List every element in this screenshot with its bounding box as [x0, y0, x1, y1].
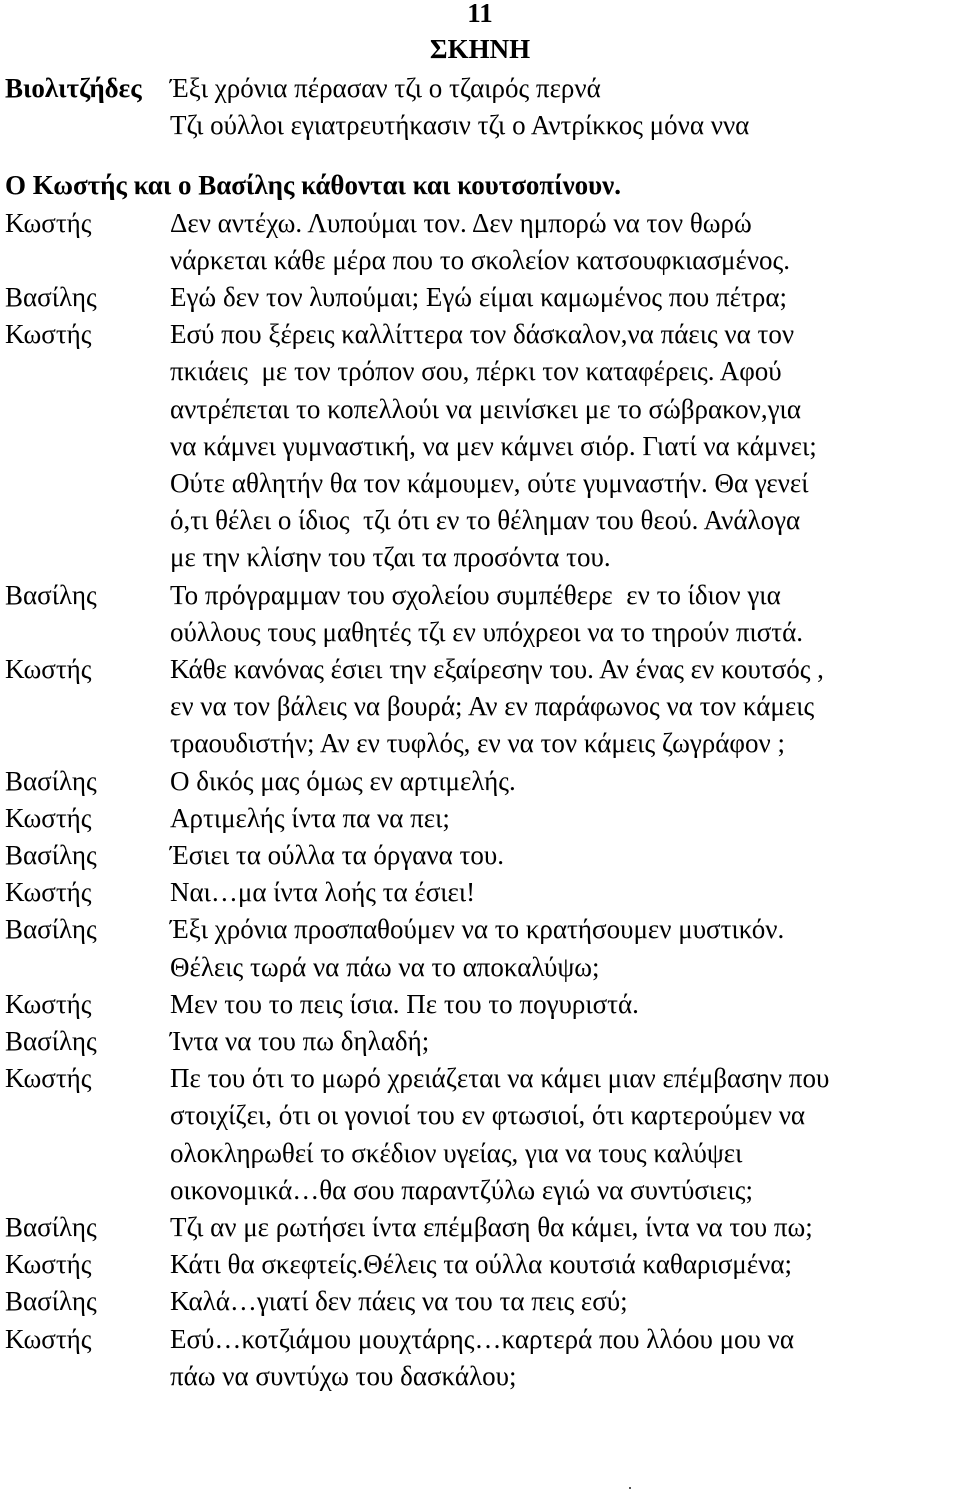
- dialogue-block: [0, 577, 960, 651]
- dialogue-block: [0, 1321, 960, 1395]
- dialogue-line: Έξι χρόνια προσπαθούμεν να το κρατήσουμεν μυστικόν.: [170, 914, 785, 945]
- dialogue-block: [0, 70, 960, 144]
- speaker-name: Κωστής: [5, 1249, 92, 1280]
- dialogue-line: Εσύ…κοτζιάμου μουχτάρης…καρτερά που λλόου μου να: [170, 1323, 795, 1354]
- speaker-name: Κωστής: [5, 1323, 92, 1354]
- dialogue-block: [0, 1023, 960, 1060]
- dialogue-block: [0, 874, 960, 911]
- dialogue-line: Αρτιμελής ίντα πα να πει;: [170, 802, 450, 833]
- dialogue-line: να κάμνει γυμναστική, να μεν κάμνει σιόρ. Γιατί να κάμνει;: [170, 430, 817, 461]
- dialogue-line: Τζι αν με ρωτήσει ίντα επέμβαση θα κάμει, ίντα να του πω;: [170, 1212, 813, 1242]
- dialogue-line: Θέλεις τωρά να πάω να το αποκαλύψω;: [170, 951, 600, 982]
- dialogue-block: [0, 837, 960, 874]
- speaker-name: Κωστής: [5, 1063, 92, 1094]
- speaker-name: Βασίλης: [5, 579, 97, 610]
- dialogue-block: [0, 800, 960, 837]
- dialogue-line: ούλλους τους μαθητές τζι εν υπόχρεοι να το τηρούν πιστά.: [170, 616, 804, 647]
- dialogue-block: [0, 1283, 960, 1320]
- dialogue-block: [0, 205, 960, 279]
- dialogue-line: πάω να συντύχω του δασκάλου;: [170, 1360, 517, 1391]
- speaker-name: Βασίλης: [5, 282, 97, 312]
- speaker-name: Κωστής: [5, 207, 92, 238]
- speck-mark: [629, 1487, 631, 1489]
- dialogue-line: ολοκληρωθεί το σκέδιον υγείας, για να τους καλύψει: [170, 1137, 743, 1168]
- speaker-name: Κωστής: [5, 802, 92, 833]
- dialogue-line: εν να τον βάλεις να βουρά; Αν εν παράφωνος να τον κάμεις: [170, 691, 815, 722]
- dialogue-block: [0, 911, 960, 985]
- speaker-name: Βασίλης: [5, 1286, 97, 1317]
- speaker-name: Κωστής: [5, 654, 92, 684]
- dialogue-line: Κάθε κανόνας έσιει την εξαίρεσην του. Αν ένας εν κουτσός ,: [170, 654, 824, 684]
- page-number: 11: [467, 0, 493, 28]
- dialogue-line: Ναι…μα ίντα λοής τα έσιει!: [170, 877, 476, 908]
- dialogue-line: ό,τι θέλει ο ίδιος τζι ότι εν το θέλημαν του θεού. Ανάλογα: [170, 505, 801, 536]
- dialogue-line: Ίντα να του πω δηλαδή;: [170, 1026, 430, 1056]
- stage-direction: Ο Κωστής και ο Βασίλης κάθονται και κουτσοπίνουν.: [5, 170, 621, 201]
- speaker-name: Βασίλης: [5, 765, 97, 796]
- dialogue-line: με την κλίσην του τζαι τα προσόντα του.: [170, 542, 611, 573]
- dialogue-block: [0, 316, 960, 576]
- speaker-name: Κωστής: [5, 877, 92, 908]
- dialogue-line: πκιάεις με τον τρόπον σου, πέρκι τον καταφέρεις. Αφού: [170, 356, 782, 387]
- dialogue-block: [0, 279, 960, 316]
- speaker-name: Βασίλης: [5, 1026, 97, 1056]
- dialogue-line: νάρκεται κάθε μέρα που το σκολείον κατσουφκιασμένος.: [170, 244, 790, 275]
- dialogue-line: Δεν αντέχω. Λυπούμαι τον. Δεν ημπορώ να τον θωρώ: [170, 207, 752, 238]
- dialogue-line: Ο δικός μας όμως εν αρτιμελής.: [170, 765, 516, 796]
- dialogue-block: [0, 1246, 960, 1283]
- dialogue-line: Έσιει τα ούλλα τα όργανα του.: [170, 840, 504, 870]
- dialogue-block: [0, 1209, 960, 1246]
- speaker-name: Βασίλης: [5, 914, 97, 945]
- dialogue-line: Το πρόγραμμαν του σχολείου συμπέθερε εν το ίδιον για: [170, 579, 781, 610]
- dialogue-line: οικονομικά…θα σου παραντζύλω εγιώ να συντύσιεις;: [170, 1174, 753, 1205]
- dialogue-block: [0, 651, 960, 763]
- dialogue-line: Εγώ δεν τον λυπούμαι; Εγώ είμαι καμωμένος που πέτρα;: [170, 282, 787, 312]
- speaker-name: Κωστής: [5, 319, 92, 350]
- dialogue-line: τραουδιστήν; Αν εν τυφλός, εν να τον κάμεις ζωγράφον ;: [170, 728, 785, 759]
- speaker-name: Βασίλης: [5, 840, 97, 870]
- dialogue-line: Κάτι θα σκεφτείς.Θέλεις τα ούλλα κουτσιά καθαρισμένα;: [170, 1249, 792, 1280]
- dialogue-block: [0, 986, 960, 1023]
- dialogue-block: [0, 1060, 960, 1209]
- dialogue-line: Πε του ότι το μωρό χρειάζεται να κάμει μιαν επέμβασην που: [170, 1063, 830, 1094]
- dialogue-line: αντρέπεται το κοπελλούι να μεινίσκει με το σώβρακον,για: [170, 393, 801, 424]
- dialogue-line: Τζι ούλλοι εγιατρευτήκασιν τζι ο Αντρίκκος μόνα ννα: [170, 110, 750, 141]
- dialogue-line: Ούτε αθλητήν θα τον κάμουμεν, ούτε γυμναστήν. Θα γενεί: [170, 467, 809, 498]
- dialogue-line: Έξι χρόνια πέρασαν τζι ο τζαιρός περνά: [170, 73, 601, 103]
- speaker-name: Βιολιτζήδες: [5, 73, 142, 103]
- dialogue-line: Μεν του το πεις ίσια. Πε του το πογυριστά.: [170, 988, 639, 1019]
- speaker-name: Κωστής: [5, 988, 92, 1019]
- dialogue-block: [0, 763, 960, 800]
- speaker-name: Βασίλης: [5, 1212, 97, 1242]
- dialogue-line: στοιχίζει, ότι οι γονιοί του εν φτωσιοί, ότι καρτερούμεν να: [170, 1100, 806, 1131]
- scene-title: ΣΚΗΝΗ: [429, 34, 531, 64]
- dialogue-line: Καλά…γιατί δεν πάεις να του τα πεις εσύ;: [170, 1286, 628, 1317]
- dialogue-line: Εσύ που ξέρεις καλλίττερα τον δάσκαλον,να πάεις να τον: [170, 319, 795, 350]
